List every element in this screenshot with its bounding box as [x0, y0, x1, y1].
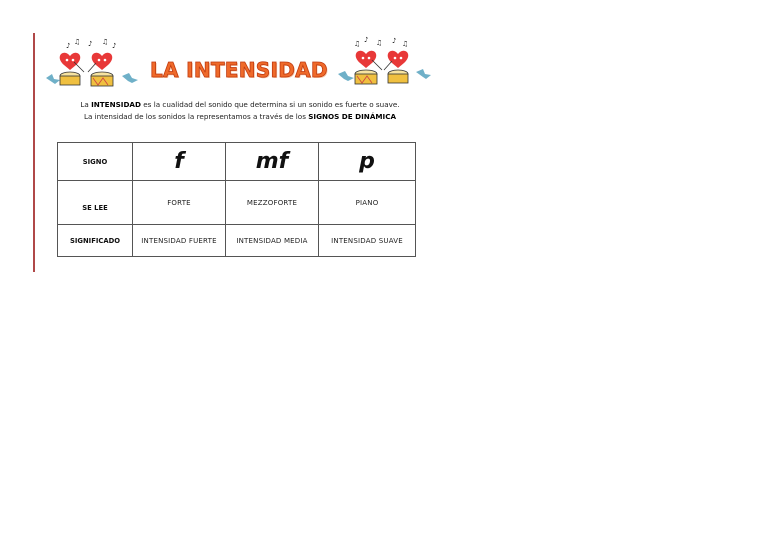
intro-line-1-pre: La: [80, 100, 92, 109]
table-row-signo: [58, 143, 416, 181]
drummer-hearts-left-clipart: [44, 38, 140, 90]
svg-text:♫: ♫: [102, 38, 109, 46]
reading-mezzoforte: MEZZOFORTE: [226, 181, 319, 225]
symbol-mezzoforte: mf: [226, 143, 319, 181]
page-margin-rule: [33, 33, 35, 272]
svg-text:♫: ♫: [354, 40, 361, 48]
dynamics-table: [57, 142, 416, 257]
table-row-significado: [58, 225, 416, 257]
intro-text: [60, 99, 420, 123]
row-header-signo: SIGNO: [58, 143, 133, 181]
intro-line-1-post: es la cualidad del sonido que determina si un sonido es fuerte o suave.: [140, 100, 400, 109]
svg-text:♪: ♪: [88, 40, 93, 48]
intro-line-1-keyword: INTENSIDAD: [91, 100, 141, 109]
intro-line-2: [60, 111, 420, 123]
symbol-piano: p: [319, 143, 416, 181]
meaning-mezzoforte: INTENSIDAD MEDIA: [226, 225, 319, 257]
row-header-se-lee: SE LEE: [58, 181, 133, 225]
reading-piano: PIANO: [319, 181, 416, 225]
svg-text:♪: ♪: [364, 36, 369, 44]
svg-text:♪: ♪: [66, 42, 71, 50]
svg-text:♪: ♪: [392, 37, 397, 45]
row-header-significado: SIGNIFICADO: [58, 225, 133, 257]
drummer-hearts-right-clipart: [336, 36, 432, 88]
intro-line-2-keyword: SIGNOS DE DINÁMICA: [308, 112, 397, 121]
svg-text:♫: ♫: [74, 38, 81, 46]
reading-forte: FORTE: [133, 181, 226, 225]
page-title: LA INTENSIDAD: [150, 58, 328, 82]
intro-line-1: [60, 99, 420, 111]
meaning-forte: INTENSIDAD FUERTE: [133, 225, 226, 257]
meaning-piano: INTENSIDAD SUAVE: [319, 225, 416, 257]
table-row-se-lee: [58, 181, 416, 225]
svg-text:♫: ♫: [402, 40, 409, 48]
symbol-forte: f: [133, 143, 226, 181]
svg-text:♪: ♪: [112, 42, 117, 50]
svg-text:♫: ♫: [376, 39, 383, 47]
intro-line-2-pre: La intensidad de los sonidos la representamos a través de los: [83, 112, 309, 121]
